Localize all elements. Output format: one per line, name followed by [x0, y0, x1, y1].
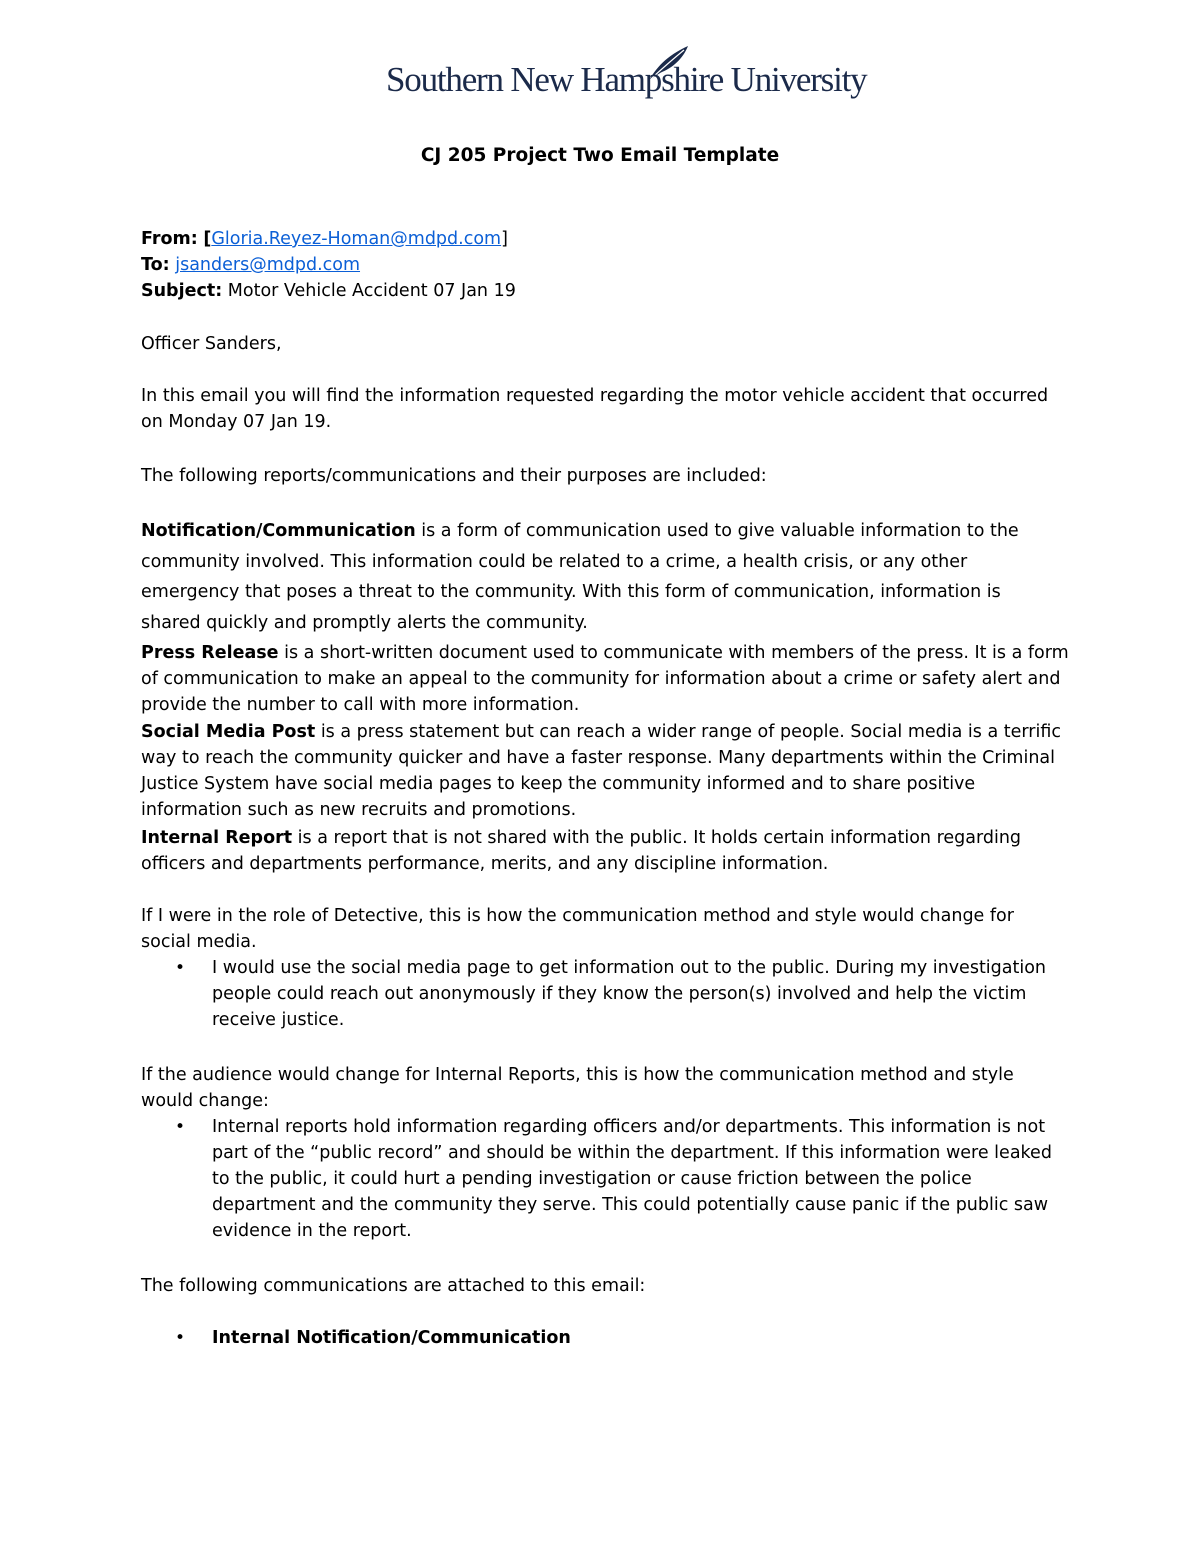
audience-bullet-line: part of the “public record” and should be within the department. If this information were leaked	[212, 1143, 1052, 1163]
notification-text: emergency that poses a threat to the community. With this form of communication, information is	[141, 582, 1001, 602]
bullet-icon: •	[175, 958, 186, 978]
from-label: From:	[141, 229, 198, 249]
press-release-term: Press Release	[141, 643, 279, 663]
subject-label: Subject:	[141, 281, 223, 301]
document-title: CJ 205 Project Two Email Template	[420, 145, 780, 166]
notification-definition	[141, 516, 1071, 638]
notification-term: Notification/Communication	[141, 521, 416, 541]
social-media-text: information such as new recruits and promotions.	[141, 800, 577, 820]
detective-paragraph	[141, 903, 1071, 1033]
attachments-list	[141, 1325, 1071, 1351]
reports-intro: The following reports/communications and their purposes are included:	[141, 466, 767, 486]
notification-text: community involved. This information could be related to a crime, a health crisis, or any other	[141, 551, 968, 572]
detective-line: If I were in the role of Detective, this is how the communication method and style would change for	[141, 906, 1014, 926]
detective-bullet-line: people could reach out anonymously if they know the person(s) involved and help the victim	[212, 984, 1027, 1004]
to-label: To:	[141, 255, 170, 275]
social-media-text: way to reach the community quicker and have a faster response. Many departments within the Criminal	[141, 748, 1056, 768]
social-media-text: Justice System have social media pages to keep the community informed and to share positive	[141, 774, 976, 794]
list-item	[141, 1325, 1071, 1351]
intro-paragraph	[141, 383, 1071, 435]
from-bracket-open: [	[203, 229, 212, 249]
notification-text: shared quickly and promptly alerts the community.	[141, 612, 588, 633]
audience-bullet-line: Internal reports hold information regarding officers and/or departments. This information is not	[212, 1117, 1046, 1137]
audience-paragraph	[141, 1062, 1071, 1244]
detective-line: social media.	[141, 932, 257, 952]
audience-bullet-line: evidence in the report.	[212, 1221, 412, 1241]
university-logo	[386, 44, 867, 114]
social-media-definition	[141, 719, 1071, 823]
list-item	[141, 1114, 1071, 1244]
internal-report-term: Internal Report	[141, 828, 293, 848]
from-line	[141, 226, 1071, 252]
press-release-text: provide the number to call with more information.	[141, 695, 580, 715]
logo-text: Southern New Hampshire University	[386, 60, 867, 99]
intro-line: In this email you will find the information requested regarding the motor vehicle accident that occurred	[141, 386, 1049, 406]
subject-line	[141, 278, 1071, 304]
bullet-icon: •	[175, 1328, 186, 1348]
audience-line: If the audience would change for Internal Reports, this is how the communication method and style	[141, 1065, 1014, 1085]
intro-line: on Monday 07 Jan 19.	[141, 412, 332, 432]
email-header	[141, 226, 1071, 304]
audience-bullet-line: department and the community they serve. This could potentially cause panic if the public saw	[212, 1195, 1049, 1215]
subject-value: Motor Vehicle Accident 07 Jan 19	[227, 281, 516, 301]
list-item	[141, 955, 1071, 1033]
greeting: Officer Sanders,	[141, 334, 282, 354]
attachments-intro: The following communications are attached to this email:	[141, 1276, 646, 1296]
social-media-text: is a press statement but can reach a wider range of people. Social media is a terrific	[315, 722, 1061, 742]
from-bracket-close: ]	[501, 229, 508, 249]
audience-line: would change:	[141, 1091, 269, 1111]
to-line	[141, 252, 1071, 278]
internal-report-text: officers and departments performance, merits, and any discipline information.	[141, 854, 829, 874]
from-email-link[interactable]: Gloria.Reyez-Homan@mdpd.com	[211, 229, 502, 249]
attachment-item: Internal Notification/Communication	[212, 1328, 571, 1348]
detective-bullet-line: I would use the social media page to get information out to the public. During my investigation	[212, 958, 1047, 978]
audience-bullet-line: to the public, it could hurt a pending investigation or cause friction between the police	[212, 1169, 972, 1189]
press-release-text: of communication to make an appeal to the community for information about a crime or safety alert and	[141, 669, 1061, 689]
press-release-definition	[141, 640, 1071, 718]
internal-report-text: is a report that is not shared with the public. It holds certain information regarding	[292, 828, 1022, 848]
notification-text: is a form of communication used to give valuable information to the	[415, 521, 1019, 541]
detective-bullet-line: receive justice.	[212, 1010, 345, 1030]
social-media-term: Social Media Post	[141, 722, 316, 742]
press-release-text: is a short-written document used to communicate with members of the press. It is a form	[278, 643, 1069, 663]
bullet-icon: •	[175, 1117, 186, 1137]
internal-report-definition	[141, 825, 1071, 877]
to-email-link[interactable]: jsanders@mdpd.com	[175, 255, 361, 275]
